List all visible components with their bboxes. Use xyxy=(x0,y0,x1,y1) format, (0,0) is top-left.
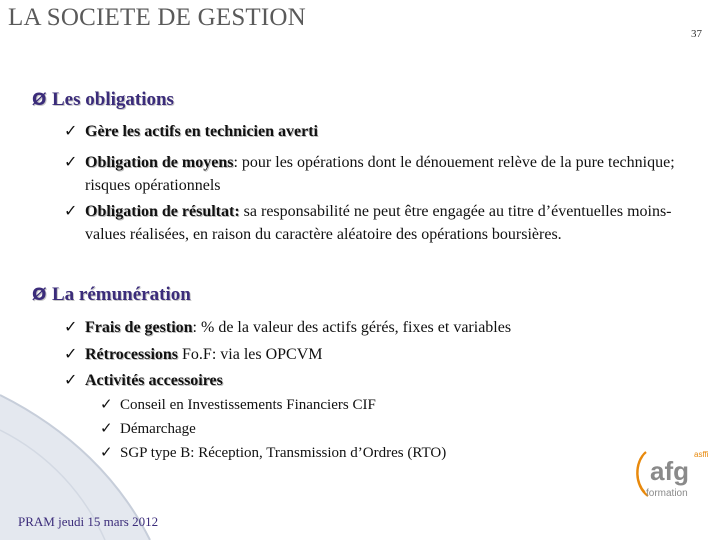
check-icon: ✓ xyxy=(64,123,78,140)
check-icon: ✓ xyxy=(100,397,113,413)
list-item xyxy=(64,316,684,339)
list-item-text xyxy=(85,200,684,246)
logo-main-text: afg xyxy=(650,456,689,486)
emphasis-text: Activités accessoires xyxy=(85,372,223,389)
check-icon: ✓ xyxy=(100,445,113,461)
sub-list-item-text: SGP type B: Réception, Transmission d’Ordres (RTO) xyxy=(120,445,447,461)
item-rest-text: sa responsabilité ne peut être engagée au titre d’éventuelles moins-values réalisées, en raison du caractère aléatoire des opérations boursières. xyxy=(85,203,672,243)
list-item-text xyxy=(85,369,684,392)
section-heading-obligations xyxy=(32,89,174,111)
section-heading-text: La rémunération xyxy=(52,284,191,305)
emphasis-text: Gère les actifs en technicien averti xyxy=(85,123,318,140)
list-item xyxy=(64,151,684,197)
arrow-bullet-icon: Ø xyxy=(32,285,47,305)
emphasis-text: Frais de gestion xyxy=(85,319,193,336)
arrow-bullet-icon: Ø xyxy=(32,90,47,110)
list-item-text xyxy=(85,316,684,339)
list-item xyxy=(64,200,684,246)
check-icon: ✓ xyxy=(64,372,78,389)
sub-list-item xyxy=(100,395,660,415)
section-heading-remuneration xyxy=(32,284,191,306)
check-icon: ✓ xyxy=(64,346,78,363)
check-icon: ✓ xyxy=(64,319,78,336)
list-item-text xyxy=(85,120,684,143)
emphasis-text: Obligation de moyens xyxy=(85,154,234,171)
emphasis-text: Rétrocessions xyxy=(85,346,179,363)
emphasis-text: Obligation de résultat: xyxy=(85,203,240,220)
list-item-text xyxy=(85,343,684,366)
sub-list-item xyxy=(100,419,660,439)
afg-formation-logo xyxy=(630,444,714,504)
item-rest-text: : % de la valeur des actifs gérés, fixes et variables xyxy=(192,319,512,336)
list-item xyxy=(64,120,684,143)
footer-text: PRAM jeudi 15 mars 2012 xyxy=(18,514,159,529)
sub-list-item-text: Démarchage xyxy=(120,421,196,437)
logo-sub-text: formation xyxy=(646,488,688,499)
slide-title: LA SOCIETE DE GESTION xyxy=(8,4,306,31)
check-icon: ✓ xyxy=(100,421,113,437)
check-icon: ✓ xyxy=(64,203,78,220)
logo-superscript-text: asffi xyxy=(694,450,709,459)
item-rest-text: : pour les opérations dont le dénouement relève de la pure technique; risques opérationnels xyxy=(85,154,675,194)
page-number: 37 xyxy=(691,28,702,40)
item-rest-text: Fo.F: via les OPCVM xyxy=(178,346,323,363)
section-heading-text: Les obligations xyxy=(52,89,174,110)
check-icon: ✓ xyxy=(64,154,78,171)
list-item-text xyxy=(85,151,684,197)
list-item xyxy=(64,369,684,392)
sub-list-item-text: Conseil en Investissements Financiers CIF xyxy=(120,397,376,413)
sub-list-item xyxy=(100,443,660,463)
list-item xyxy=(64,343,684,366)
